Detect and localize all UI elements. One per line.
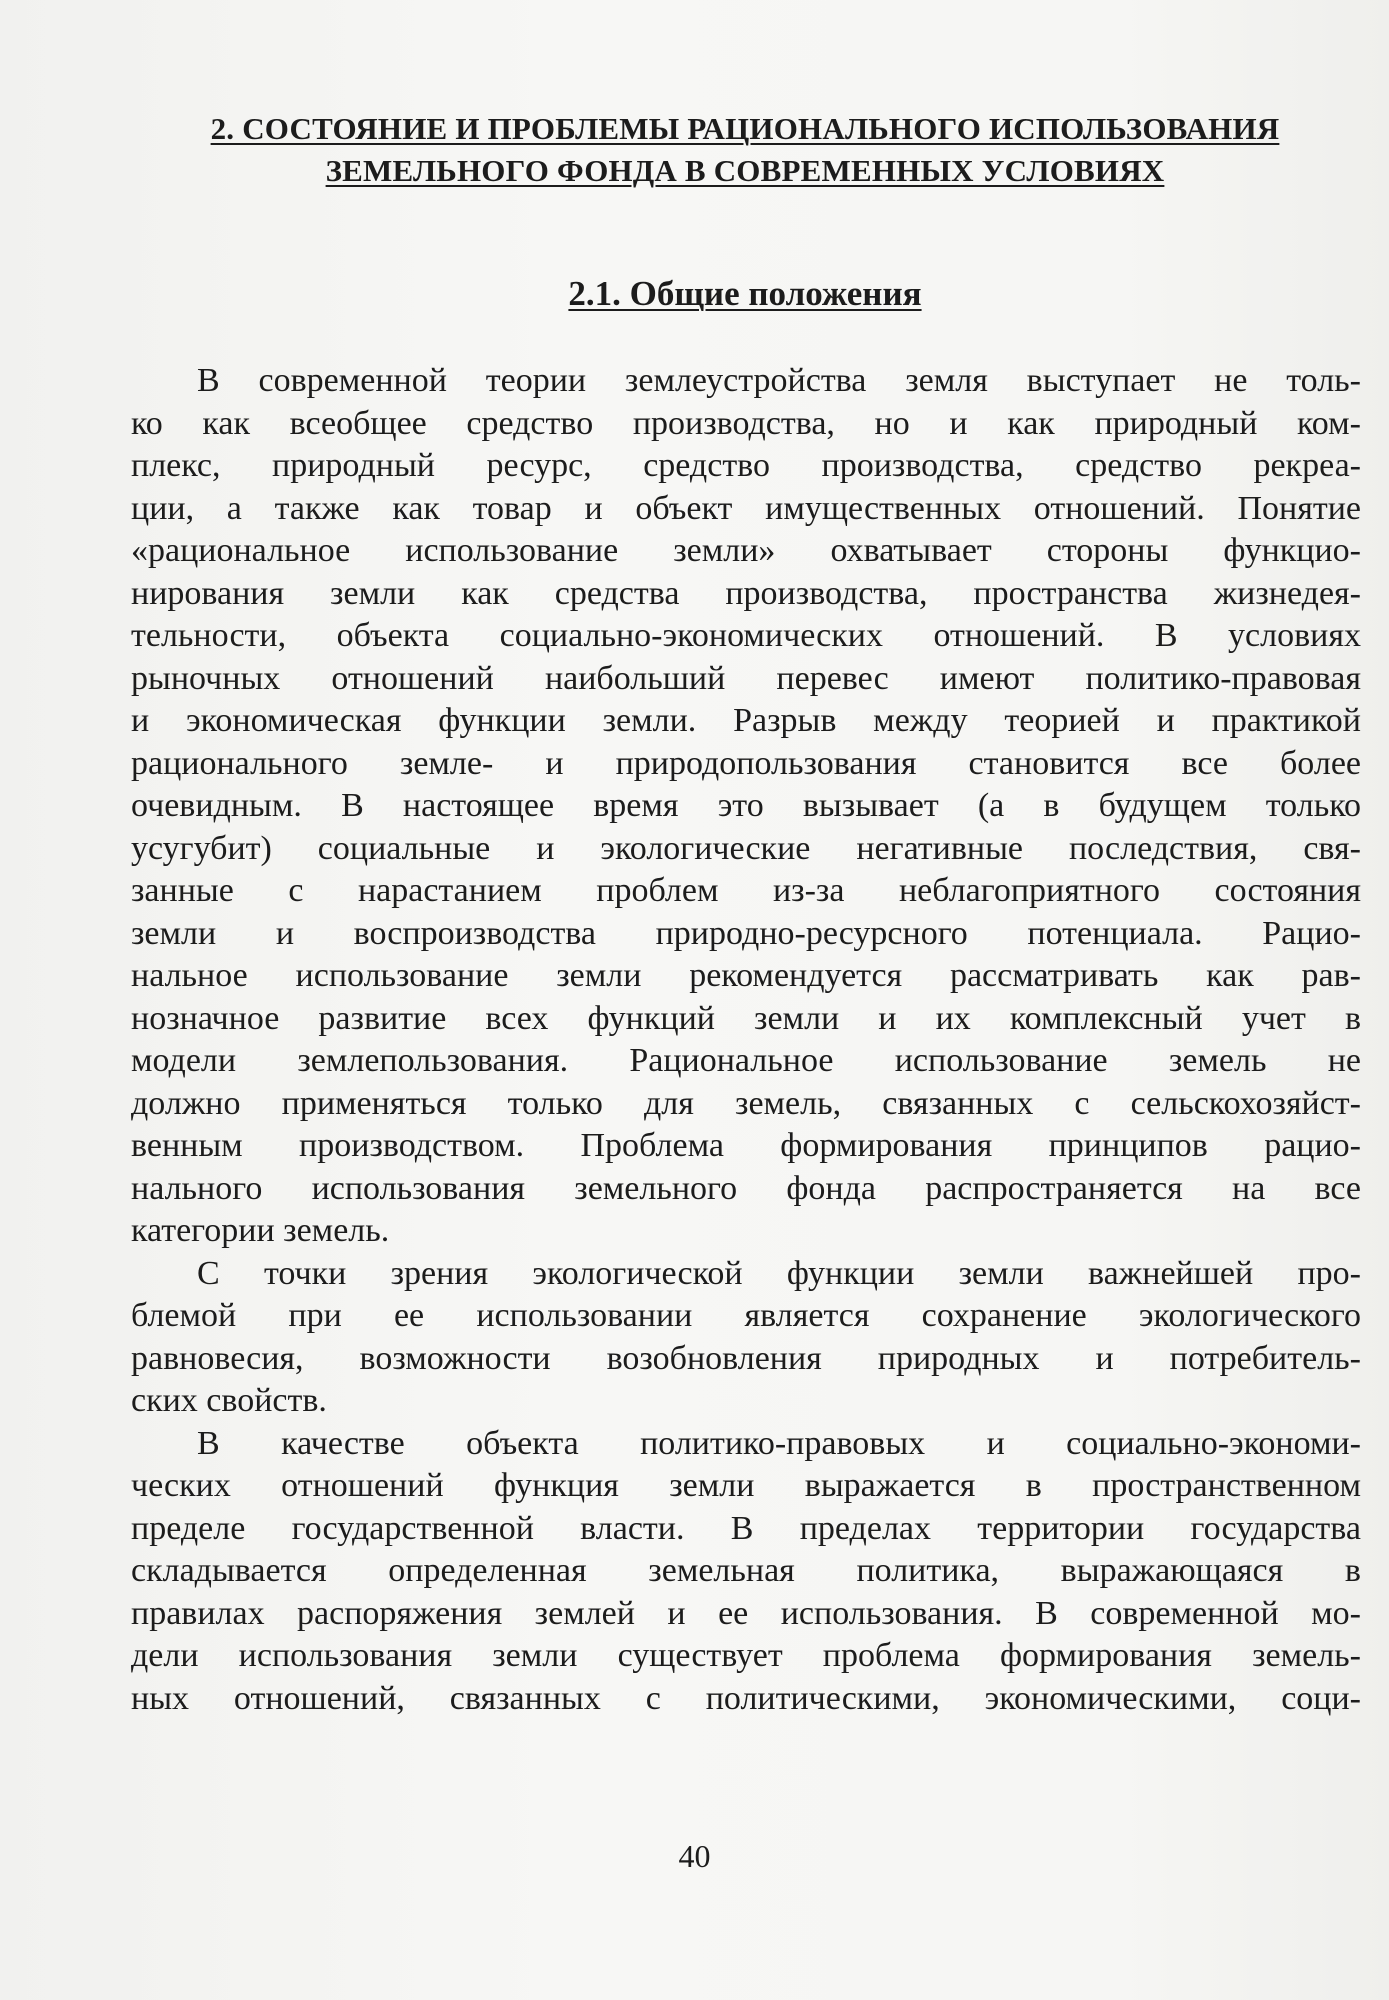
page-number: 40: [678, 1838, 711, 1874]
paragraph-line: и экономическая функции земли. Разрыв между теорией и практикой: [131, 702, 1361, 739]
paragraph-line: усугубит) социальные и экологические негативные последствия, свя-: [131, 829, 1361, 867]
paragraph-line: пределе государственной власти. В пределах территории государства: [131, 1509, 1361, 1547]
paragraph-line: венным производством. Проблема формирования принципов рацио-: [131, 1127, 1361, 1164]
paragraph-line: дели использования земли существует проблема формирования земель-: [131, 1637, 1361, 1674]
paragraph-line: нирования земли как средства производства, пространства жизнедея-: [131, 574, 1361, 612]
paragraph-line: ских свойств.: [131, 1382, 327, 1419]
paragraph-line: В современной теории землеустройства земля выступает не толь-: [197, 362, 1361, 399]
paragraph-2: [131, 1253, 1361, 1423]
paragraph-line: модели землепользования. Рациональное использование земель не: [131, 1042, 1361, 1079]
paragraph-line: нального использования земельного фонда распространяется на все: [131, 1169, 1361, 1207]
paragraph-line: категории земель.: [131, 1212, 390, 1249]
paragraph-line: складывается определенная земельная политика, выражающаяся в: [131, 1552, 1361, 1589]
paragraph-line: В качестве объекта политико-правовых и социально-экономи-: [197, 1424, 1361, 1462]
paragraph-line: занные с нарастанием проблем из-за неблагоприятного состояния: [131, 872, 1361, 909]
paragraph-line: рационального земле- и природопользования становится все более: [131, 744, 1361, 782]
paragraph-line: блемой при ее использовании является сохранение экологического: [131, 1297, 1361, 1334]
paragraph-line: должно применяться только для земель, связанных с сельскохозяйст-: [131, 1084, 1361, 1122]
paragraph-line: нальное использование земли рекомендуется рассматривать как рав-: [131, 957, 1361, 994]
chapter-heading-line-1: 2. СОСТОЯНИЕ И ПРОБЛЕМЫ РАЦИОНАЛЬНОГО ИСПОЛЬЗОВАНИЯ: [210, 111, 1280, 146]
chapter-heading-line-2: ЗЕМЕЛЬНОГО ФОНДА В СОВРЕМЕННЫХ УСЛОВИЯХ: [325, 153, 1165, 188]
paragraph-line: рыночных отношений наибольший перевес имеют политико-правовая: [131, 659, 1361, 697]
paragraph-line: тельности, объекта социально-экономических отношений. В условиях: [131, 617, 1361, 654]
paragraph-line: плекс, природный ресурс, средство производства, средство рекреа-: [131, 447, 1361, 484]
paragraph-line: очевидным. В настоящее время это вызывает (а в будущем только: [131, 787, 1361, 824]
paragraph-line: С точки зрения экологической функции земли важнейшей про-: [197, 1254, 1361, 1292]
chapter-heading: [130, 108, 1360, 192]
body-text: [131, 360, 1361, 1720]
paragraph-line: правилах распоряжения землей и ее использования. В современной мо-: [131, 1594, 1361, 1632]
paragraph-line: нозначное развитие всех функций земли и их комплексный учет в: [131, 999, 1361, 1037]
section-heading: 2.1. Общие положения: [568, 274, 922, 313]
paragraph-3: [131, 1423, 1361, 1721]
paragraph-line: земли и воспроизводства природно-ресурсного потенциала. Рацио-: [131, 914, 1361, 952]
paragraph-line: ческих отношений функция земли выражается в пространственном: [131, 1467, 1361, 1504]
paragraph-line: ко как всеобщее средство производства, но и как природный ком-: [131, 404, 1361, 442]
paragraph-1: [131, 360, 1361, 1253]
paragraph-line: ных отношений, связанных с политическими, экономическими, соци-: [131, 1679, 1361, 1717]
paragraph-line: «рациональное использование земли» охватывает стороны функцио-: [131, 532, 1361, 569]
paragraph-line: равновесия, возможности возобновления природных и потребитель-: [131, 1339, 1361, 1377]
paragraph-line: ции, а также как товар и объект имущественных отношений. Понятие: [131, 489, 1361, 527]
